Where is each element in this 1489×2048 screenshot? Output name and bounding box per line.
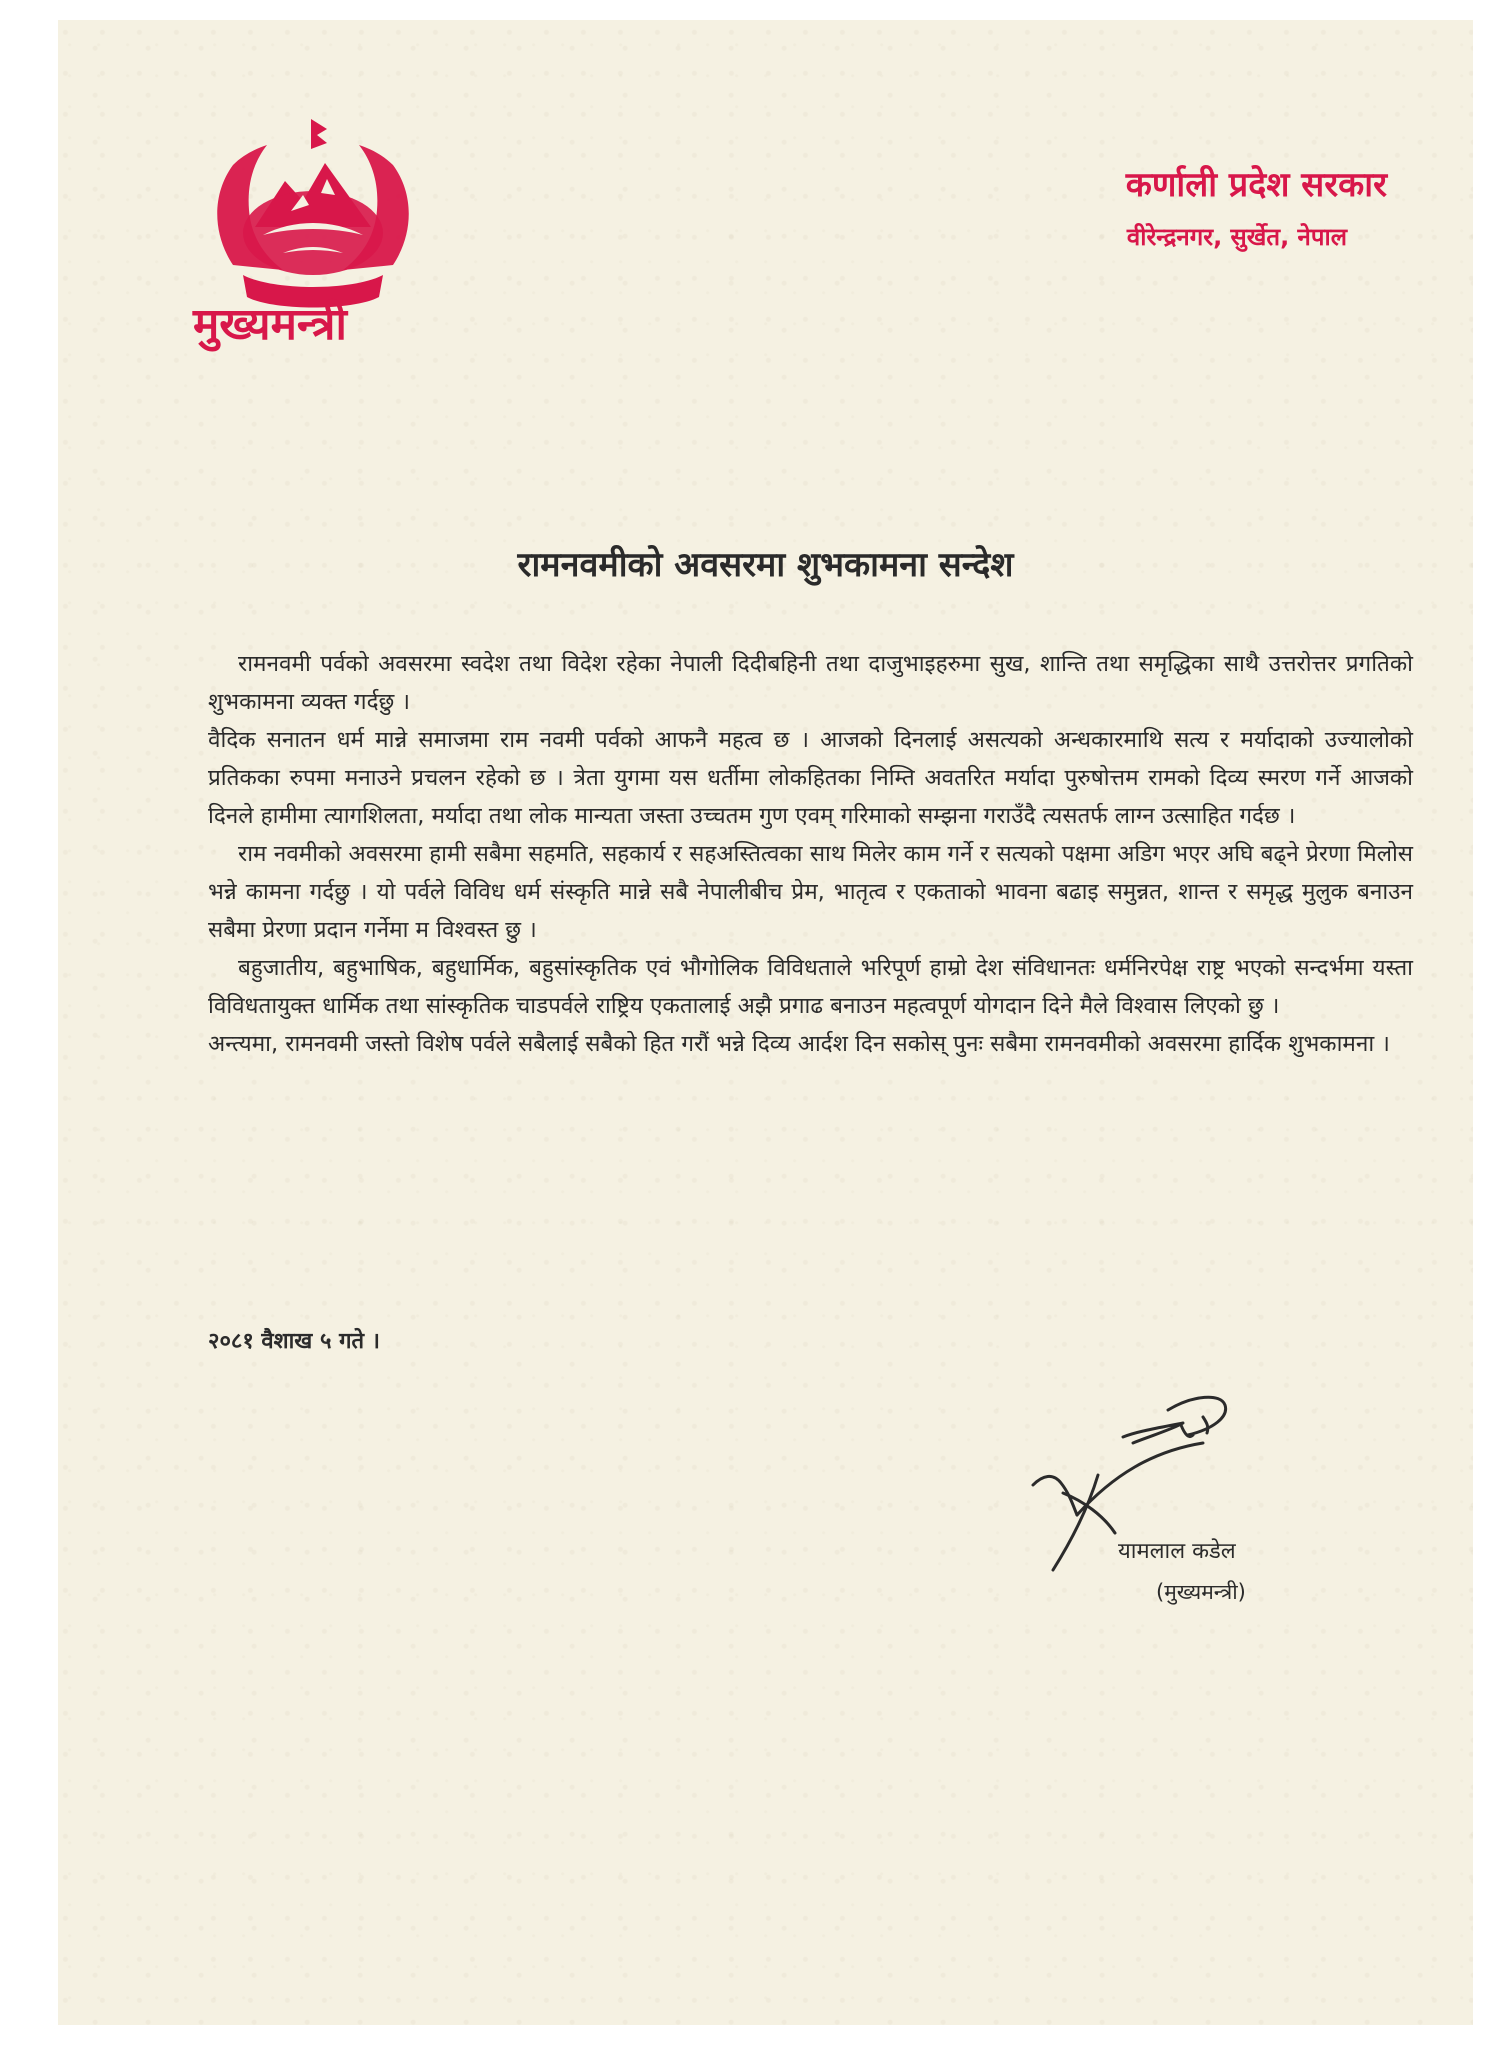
message-body: [208, 645, 1413, 1063]
message-paragraph: बहुजातीय, बहुभाषिक, बहुधार्मिक, बहुसांस्कृतिक एवं भौगोलिक विविधताले भरिपूर्ण हाम्रो देश संविधानतः धर्मनिरपेक्ष राष्ट्र भएको सन्दर्भमा यस्ता विविधतायुक्त धार्मिक तथा सांस्कृतिक चाडपर्वले राष्ट्रिय एकतालाई अझै प्रगाढ बनाउन महत्वपूर्ण योगदान दिने मैले विश्वास लिएको छु ।: [208, 955, 1413, 1019]
message-paragraph: राम नवमीको अवसरमा हामी सबैमा सहमति, सहकार्य र सहअस्तित्वका साथ मिलेर काम गर्ने र सत्यको पक्षमा अडिग भएर अघि बढ्ने प्रेरणा मिलोस भन्ने कामना गर्दछु । यो पर्वले विविध धर्म संस्कृति मान्ने सबै नेपालीबीच प्रेम, भातृत्व र एकताको भावना बढाइ समुन्नत, शान्त र समृद्ध मुलुक बनाउन सबैमा प्रेरणा प्रदान गर्नेमा म विश्वस्त छु ।: [208, 841, 1413, 943]
signatory-title: (मुख्यमन्त्री): [1156, 1580, 1246, 1604]
message-title: रामनवमीको अवसरमा शुभकामना सन्देश: [517, 545, 1014, 585]
letter-sheet: [58, 20, 1473, 2025]
signatory-name: यामलाल कडेल: [1118, 1539, 1236, 1564]
office-label: मुख्यमन्त्री: [193, 299, 347, 350]
message-paragraph: अन्त्यमा, रामनवमी जस्तो विशेष पर्वले सबैलाई सबैको हित गरौं भन्ने दिव्य आर्दश दिन सकोस् पुनः सबैमा रामनवमीको अवसरमा हार्दिक शुभकामना ।: [208, 1031, 1390, 1057]
government-address: वीरेन्द्रनगर, सुर्खेत, नेपाल: [1126, 223, 1347, 251]
message-paragraph: वैदिक सनातन धर्म मान्ने समाजमा राम नवमी पर्वको आफनै महत्व छ । आजको दिनलाई असत्यको अन्धकारमाथि सत्य र मर्यादाको उज्यालोको प्रतिकका रुपमा मनाउने प्रचलन रहेको छ । त्रेता युगमा यस धर्तीमा लोकहितका निम्ति अवतरित मर्यादा पुरुषोत्तम रामको दिव्य स्मरण गर्ने आजको दिनले हामीमा त्यागशिलता, मर्यादा तथा लोक मान्यता जस्ता उच्चतम गुण एवम् गरिमाको सम्झना गराउँदै त्यसतर्फ लाग्न उत्साहित गर्दछ ।: [208, 727, 1413, 829]
nepal-government-emblem-icon: [203, 115, 423, 315]
message-date: २०८१ वैशाख ५ गते ।: [208, 1329, 380, 1354]
message-paragraph: रामनवमी पर्वको अवसरमा स्वदेश तथा विदेश रहेका नेपाली दिदीबहिनी तथा दाजुभाइहरुमा सुख, शान्ति तथा समृद्धिका साथै उत्तरोत्तर प्रगतिको शुभकामना व्यक्त गर्दछु ।: [208, 651, 1413, 715]
government-name: कर्णाली प्रदेश सरकार: [1125, 165, 1387, 205]
